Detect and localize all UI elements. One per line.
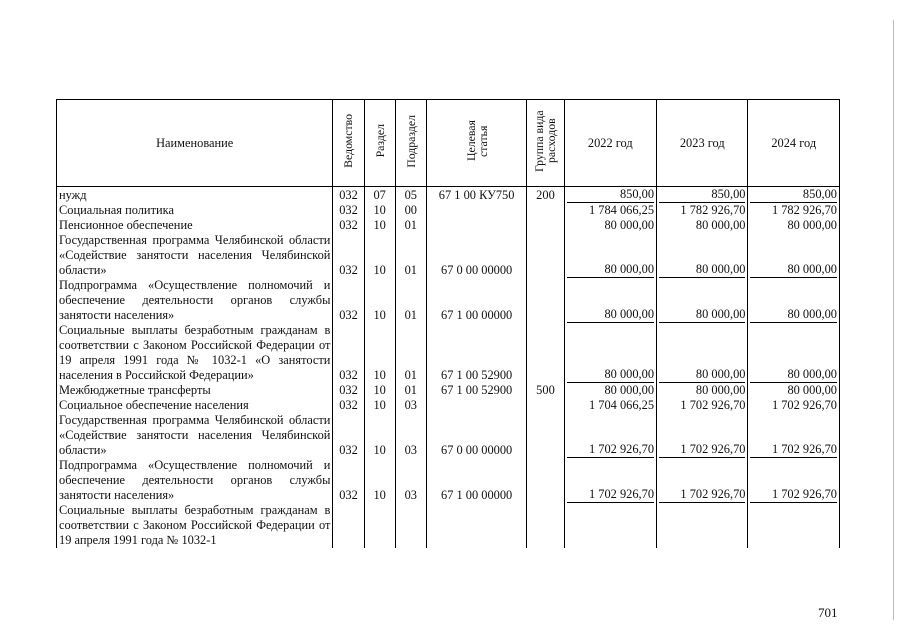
- row-group: 200: [527, 187, 564, 204]
- table-row: [57, 413, 840, 458]
- row-value-2024: 850,00: [748, 187, 840, 204]
- row-value-2022: 850,00: [564, 187, 656, 204]
- row-value-2022: 80 000,00: [564, 233, 656, 278]
- table-row: [57, 187, 840, 204]
- row-name: Социальная политика: [57, 203, 333, 218]
- row-target: 67 1 00 52900: [426, 383, 527, 398]
- row-group: [527, 233, 564, 278]
- row-group: [527, 398, 564, 413]
- row-name: нужд: [57, 187, 333, 204]
- budget-table: [56, 99, 840, 548]
- row-name: Социальное обеспечение населения: [57, 398, 333, 413]
- row-value-2023: 1 782 926,70: [657, 203, 748, 218]
- row-section: 10: [364, 278, 395, 323]
- table-row: [57, 278, 840, 323]
- row-value-2022: 80 000,00: [564, 383, 656, 398]
- row-value-2023: 1 702 926,70: [657, 458, 748, 503]
- col-header-target: Целевая статья: [426, 100, 527, 187]
- row-value-2022: [564, 503, 656, 548]
- row-dept: 032: [333, 383, 364, 398]
- row-section: 10: [364, 383, 395, 398]
- row-value-2024: 80 000,00: [748, 323, 840, 383]
- row-subsection: [395, 503, 426, 548]
- row-value-2022: 80 000,00: [564, 323, 656, 383]
- row-subsection: 01: [395, 323, 426, 383]
- row-dept: 032: [333, 398, 364, 413]
- row-target: 67 1 00 52900: [426, 323, 527, 383]
- table-row: [57, 398, 840, 413]
- row-group: [527, 458, 564, 503]
- row-value-2022: 1 702 926,70: [564, 458, 656, 503]
- row-value-2023: 1 702 926,70: [657, 398, 748, 413]
- col-header-2023: 2023 год: [657, 100, 748, 187]
- row-value-2024: 80 000,00: [748, 218, 840, 233]
- col-header-section: Раздел: [364, 100, 395, 187]
- row-target: [426, 218, 527, 233]
- row-section: 10: [364, 458, 395, 503]
- row-section: 10: [364, 323, 395, 383]
- row-name: Подпрограмма «Осуществление полномочий и обеспечение деятельности органов службы занятости населения»: [57, 278, 333, 323]
- table-row: [57, 323, 840, 383]
- table-row: [57, 458, 840, 503]
- row-subsection: 01: [395, 383, 426, 398]
- row-subsection: 01: [395, 233, 426, 278]
- row-name: Социальные выплаты безработным гражданам в соответствии с Законом Российской Федерации от 19 апреля 1991 года № 1032-1: [57, 503, 333, 548]
- row-value-2024: 80 000,00: [748, 278, 840, 323]
- table-row: [57, 233, 840, 278]
- row-name: Государственная программа Челябинской области «Содействие занятости населения Челябинской области»: [57, 413, 333, 458]
- row-value-2024: 1 782 926,70: [748, 203, 840, 218]
- row-dept: 032: [333, 323, 364, 383]
- col-header-2024: 2024 год: [748, 100, 840, 187]
- row-target: 67 1 00 КУ750: [426, 187, 527, 204]
- row-section: 10: [364, 218, 395, 233]
- row-value-2023: 850,00: [657, 187, 748, 204]
- table-row: [57, 383, 840, 398]
- row-value-2023: 80 000,00: [657, 323, 748, 383]
- row-target: 67 1 00 00000: [426, 278, 527, 323]
- row-dept: 032: [333, 458, 364, 503]
- row-group: [527, 413, 564, 458]
- row-name: Межбюджетные трансферты: [57, 383, 333, 398]
- row-name: Социальные выплаты безработным гражданам в соответствии с Законом Российской Федерации от 19 апреля 1991 года № 1032-1 «О занятости населения в Российской Федерации»: [57, 323, 333, 383]
- col-header-2022: 2022 год: [564, 100, 656, 187]
- row-value-2024: 1 702 926,70: [748, 458, 840, 503]
- row-target: [426, 503, 527, 548]
- table-row: [57, 203, 840, 218]
- row-subsection: 01: [395, 218, 426, 233]
- row-dept: [333, 503, 364, 548]
- row-value-2023: [657, 503, 748, 548]
- row-value-2024: 1 702 926,70: [748, 413, 840, 458]
- row-value-2023: 80 000,00: [657, 278, 748, 323]
- row-target: [426, 398, 527, 413]
- row-value-2024: [748, 503, 840, 548]
- col-header-group: Группа вида расходов: [527, 100, 564, 187]
- col-header-name: Наименование: [57, 100, 333, 187]
- row-subsection: 00: [395, 203, 426, 218]
- row-target: 67 1 00 00000: [426, 458, 527, 503]
- row-group: 500: [527, 383, 564, 398]
- row-group: [527, 323, 564, 383]
- row-section: 10: [364, 398, 395, 413]
- row-name: Подпрограмма «Осуществление полномочий и обеспечение деятельности органов службы занятости населения»: [57, 458, 333, 503]
- row-value-2023: 80 000,00: [657, 218, 748, 233]
- row-section: 07: [364, 187, 395, 204]
- row-value-2022: 80 000,00: [564, 278, 656, 323]
- row-value-2024: 80 000,00: [748, 383, 840, 398]
- row-section: 10: [364, 413, 395, 458]
- row-section: [364, 503, 395, 548]
- row-target: 67 0 00 00000: [426, 413, 527, 458]
- row-section: 10: [364, 203, 395, 218]
- row-dept: 032: [333, 413, 364, 458]
- row-target: [426, 203, 527, 218]
- row-dept: 032: [333, 203, 364, 218]
- row-dept: 032: [333, 218, 364, 233]
- table-row: [57, 503, 840, 548]
- row-value-2024: 80 000,00: [748, 233, 840, 278]
- scan-edge-line: [893, 20, 894, 620]
- row-subsection: 03: [395, 413, 426, 458]
- row-dept: 032: [333, 278, 364, 323]
- col-header-dept: Ведомство: [333, 100, 364, 187]
- row-group: [527, 503, 564, 548]
- page-number: 701: [818, 605, 838, 620]
- row-group: [527, 203, 564, 218]
- row-subsection: 03: [395, 458, 426, 503]
- row-value-2024: 1 702 926,70: [748, 398, 840, 413]
- col-header-subsection: Подраздел: [395, 100, 426, 187]
- row-group: [527, 278, 564, 323]
- row-value-2023: 80 000,00: [657, 383, 748, 398]
- row-group: [527, 218, 564, 233]
- row-value-2022: 80 000,00: [564, 218, 656, 233]
- row-name: Пенсионное обеспечение: [57, 218, 333, 233]
- row-name: Государственная программа Челябинской области «Содействие занятости населения Челябинской области»: [57, 233, 333, 278]
- row-subsection: 03: [395, 398, 426, 413]
- row-value-2022: 1 702 926,70: [564, 413, 656, 458]
- row-section: 10: [364, 233, 395, 278]
- row-subsection: 01: [395, 278, 426, 323]
- table-row: [57, 218, 840, 233]
- row-target: 67 0 00 00000: [426, 233, 527, 278]
- header-row: [57, 100, 840, 187]
- row-dept: 032: [333, 187, 364, 204]
- row-subsection: 05: [395, 187, 426, 204]
- row-value-2023: 1 702 926,70: [657, 413, 748, 458]
- row-dept: 032: [333, 233, 364, 278]
- row-value-2023: 80 000,00: [657, 233, 748, 278]
- row-value-2022: 1 704 066,25: [564, 398, 656, 413]
- row-value-2022: 1 784 066,25: [564, 203, 656, 218]
